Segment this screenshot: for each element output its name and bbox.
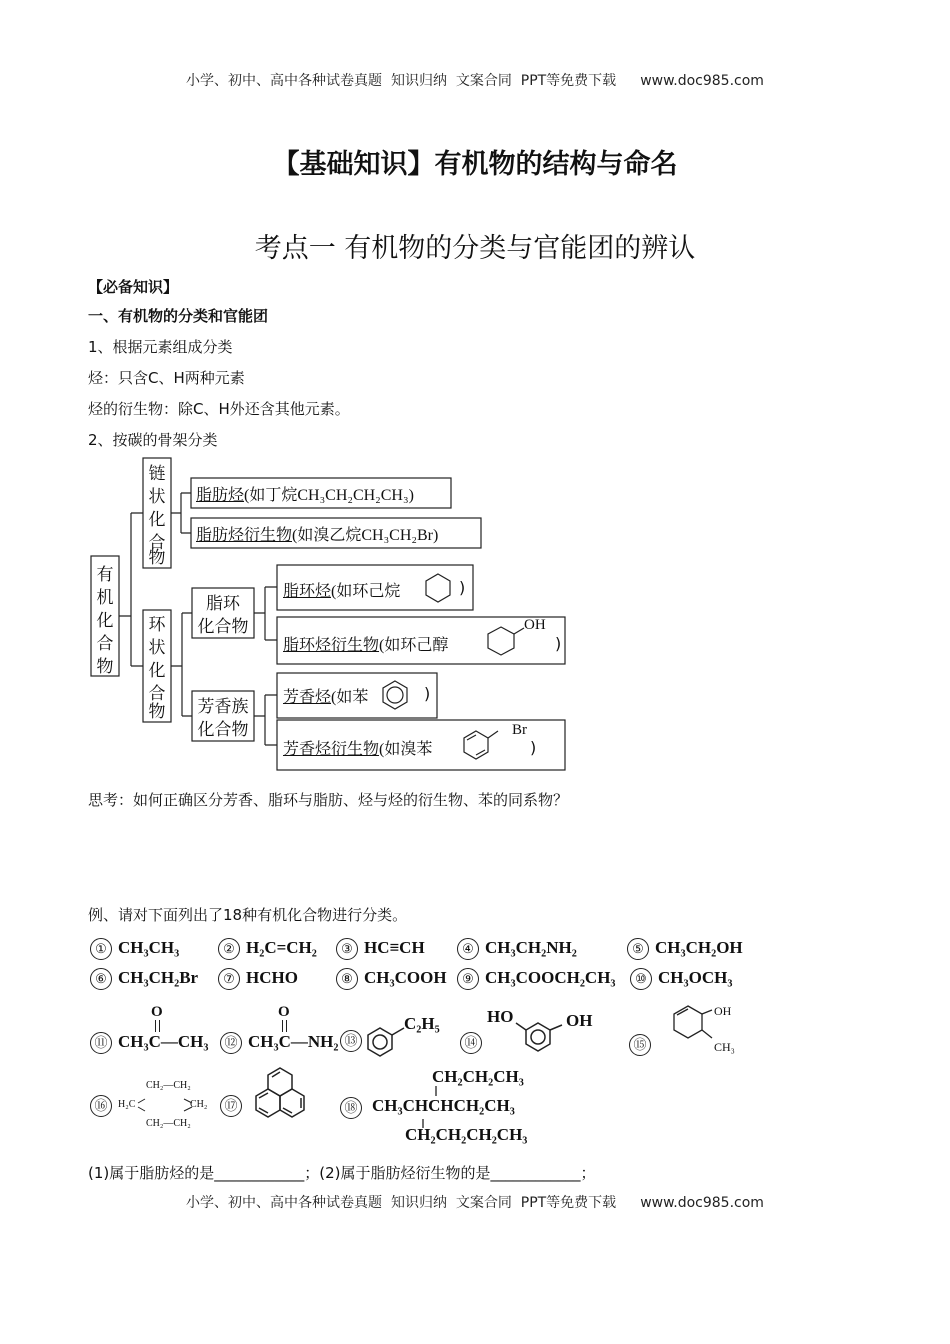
compound-11-oxygen: O xyxy=(151,1004,163,1020)
compound-15-oh: OH xyxy=(714,1004,732,1018)
section-label: 【必备知识】 xyxy=(88,278,179,296)
tree-aromatic-l2: 化合物 xyxy=(197,720,249,739)
compound-13-num: ⑬ xyxy=(340,1030,368,1052)
footer-site[interactable]: www.doc985.com xyxy=(640,1195,764,1211)
page-title: 【基础知识】有机物的结构与命名 xyxy=(272,149,678,180)
compound-16-top: CH₂—CH₂ xyxy=(146,1080,191,1091)
tree-leaf4 xyxy=(283,632,448,655)
tree-leaf4-rest: (如环己醇 xyxy=(379,637,449,654)
tree-leaf5-close: ) xyxy=(424,684,431,703)
paragraph-4: 2、按碳的骨架分类 xyxy=(88,431,218,449)
tree-leaf3-close: ) xyxy=(459,578,466,597)
tree-chain-c1: 链 xyxy=(148,464,166,483)
compound-7: ⑦ HCHO xyxy=(218,968,298,990)
tree-leaf2-name: 脂肪烃衍生物 xyxy=(196,527,293,544)
tree-alicyclic-l1: 脂环 xyxy=(206,594,240,613)
compound-14-structure xyxy=(510,1015,570,1055)
cyclohexane-icon xyxy=(426,574,450,602)
compound-1: ① CH₃CH₃ xyxy=(90,938,179,960)
tree-chain-c5: 物 xyxy=(148,548,166,567)
compound-17-structure xyxy=(246,1062,326,1134)
compound-10: ⑩ CH₃OCH₃ xyxy=(630,968,732,990)
compound-12: ⑫ CH₃C—NH₂ xyxy=(220,1032,338,1054)
tree-ring-c5: 物 xyxy=(148,702,166,721)
tree-leaf5-rest: (如苯 xyxy=(331,689,369,706)
page-footer xyxy=(0,1192,950,1212)
compound-16-right: CH₂ xyxy=(190,1099,208,1110)
compound-3: ③ HC≡CH xyxy=(336,938,425,960)
tree-leaf4-close: ) xyxy=(555,634,562,653)
paragraph-1: 1、根据元素组成分类 xyxy=(88,338,233,356)
compound-18-mid: CH₃CHCHCH₂CH₃ xyxy=(372,1096,515,1115)
tree-root-c3: 化 xyxy=(96,611,114,630)
compound-11: ⑪ CH₃C—CH₃ xyxy=(90,1032,208,1054)
tree-leaf1-name: 脂肪烃 xyxy=(196,487,245,504)
example-intro: 例、请对下面列出了18种有机化合物进行分类。 xyxy=(88,906,408,924)
tree-leaf3 xyxy=(283,578,400,601)
header-text: 小学、初中、高中各种试卷真题 知识归纳 文案合同 PPT等免费下载 xyxy=(186,73,617,89)
compound-17-num: ⑰ xyxy=(220,1095,248,1117)
cyclohexanol-icon xyxy=(488,627,514,655)
tree-chain-c4: 合 xyxy=(148,533,166,552)
tree-leaf1 xyxy=(196,482,414,505)
compound-6: ⑥ CH₃CH₂Br xyxy=(90,968,198,990)
tree-leaf2 xyxy=(196,522,438,545)
tree-root-c5: 物 xyxy=(96,657,114,676)
compound-14-ho: HO xyxy=(487,1007,514,1026)
tree-leaf3-name: 脂环烃 xyxy=(283,583,332,600)
compound-16-num: ⑯ xyxy=(90,1095,118,1117)
compound-12-double-bond xyxy=(282,1020,287,1032)
tree-alicyclic-l2: 化合物 xyxy=(197,617,249,636)
compound-14-num: ⑭ xyxy=(460,1032,488,1054)
tree-root-c2: 机 xyxy=(96,588,114,607)
tree-leaf6 xyxy=(283,736,432,759)
tree-leaf2-rest: (如溴乙烷CH₃CH₂Br) xyxy=(292,527,439,544)
compound-15-ch3: CH₃ xyxy=(714,1040,735,1054)
tree-leaf1-rest: (如丁烷CH₃CH₂CH₂CH₃) xyxy=(244,487,414,504)
tree-root-c4: 合 xyxy=(96,634,114,653)
tree-leaf4-oh: OH xyxy=(524,617,546,633)
header-site[interactable]: www.doc985.com xyxy=(640,73,764,89)
tree-leaf3-rest: (如环己烷 xyxy=(331,583,401,600)
tree-leaf4-name: 脂环烃衍生物 xyxy=(283,637,380,654)
compound-8: ⑧ CH₃COOH xyxy=(336,968,447,990)
compound-18-bonds xyxy=(420,1080,450,1140)
compound-16-bottom: CH₂—CH₂ xyxy=(146,1118,191,1129)
paragraph-3: 烃的衍生物：除C、H外还含其他元素。 xyxy=(88,400,350,418)
tree-leaf6-close: ) xyxy=(530,738,537,757)
compound-5: ⑤ CH₃CH₂OH xyxy=(627,938,743,960)
compound-12-oxygen: O xyxy=(278,1004,290,1020)
compound-16-left: H₂C xyxy=(118,1099,136,1110)
tree-ring-c4: 合 xyxy=(148,684,166,703)
tree-aromatic-l1: 芳香族 xyxy=(197,697,249,716)
question-line: (1)属于脂肪烃的是____________；(2)属于脂肪烃衍生物的是____________； xyxy=(88,1164,596,1182)
compound-18-bot: CH₂CH₂CH₂CH₃ xyxy=(405,1125,528,1144)
page-subtitle: 考点一 有机物的分类与官能团的辨认 xyxy=(254,233,696,264)
compound-14-oh: OH xyxy=(566,1011,593,1030)
tree-leaf5 xyxy=(283,684,368,707)
footer-text: 小学、初中、高中各种试卷真题 知识归纳 文案合同 PPT等免费下载 xyxy=(186,1195,617,1211)
compound-15-num: ⑮ xyxy=(629,1034,657,1056)
compound-2: ② H₂C=CH₂ xyxy=(218,938,317,960)
tree-leaf5-name: 芳香烃 xyxy=(283,689,332,706)
tree-ring-c2: 状 xyxy=(148,638,166,657)
compound-13-substituent: C₂H₅ xyxy=(404,1014,440,1033)
think-question: 思考：如何正确区分芳香、脂环与脂肪、烃与烃的衍生物、苯的同系物？ xyxy=(88,791,569,809)
heading-classification: 一、有机物的分类和官能团 xyxy=(88,307,269,325)
page-header xyxy=(0,70,950,90)
compound-4: ④ CH₃CH₂NH₂ xyxy=(457,938,577,960)
tree-leaf6-name: 芳香烃衍生物 xyxy=(283,741,380,758)
tree-leaf6-br: Br xyxy=(512,722,527,738)
tree-chain-c3: 化 xyxy=(148,510,166,529)
tree-ring-c3: 化 xyxy=(148,661,166,680)
compound-18-num: ⑱ xyxy=(340,1097,368,1119)
compound-16-bonds xyxy=(130,1085,200,1125)
tree-root-c1: 有 xyxy=(96,565,114,584)
tree-leaf6-rest: (如溴苯 xyxy=(379,741,433,758)
compound-11-double-bond xyxy=(155,1020,160,1032)
tree-chain-c2: 状 xyxy=(148,487,166,506)
compound-9: ⑨ CH₃COOCH₂CH₃ xyxy=(457,968,616,990)
paragraph-2: 烃：只含C、H两种元素 xyxy=(88,369,245,387)
tree-ring-c1: 环 xyxy=(148,615,166,634)
compound-18-top: CH₂CH₂CH₃ xyxy=(432,1067,524,1086)
